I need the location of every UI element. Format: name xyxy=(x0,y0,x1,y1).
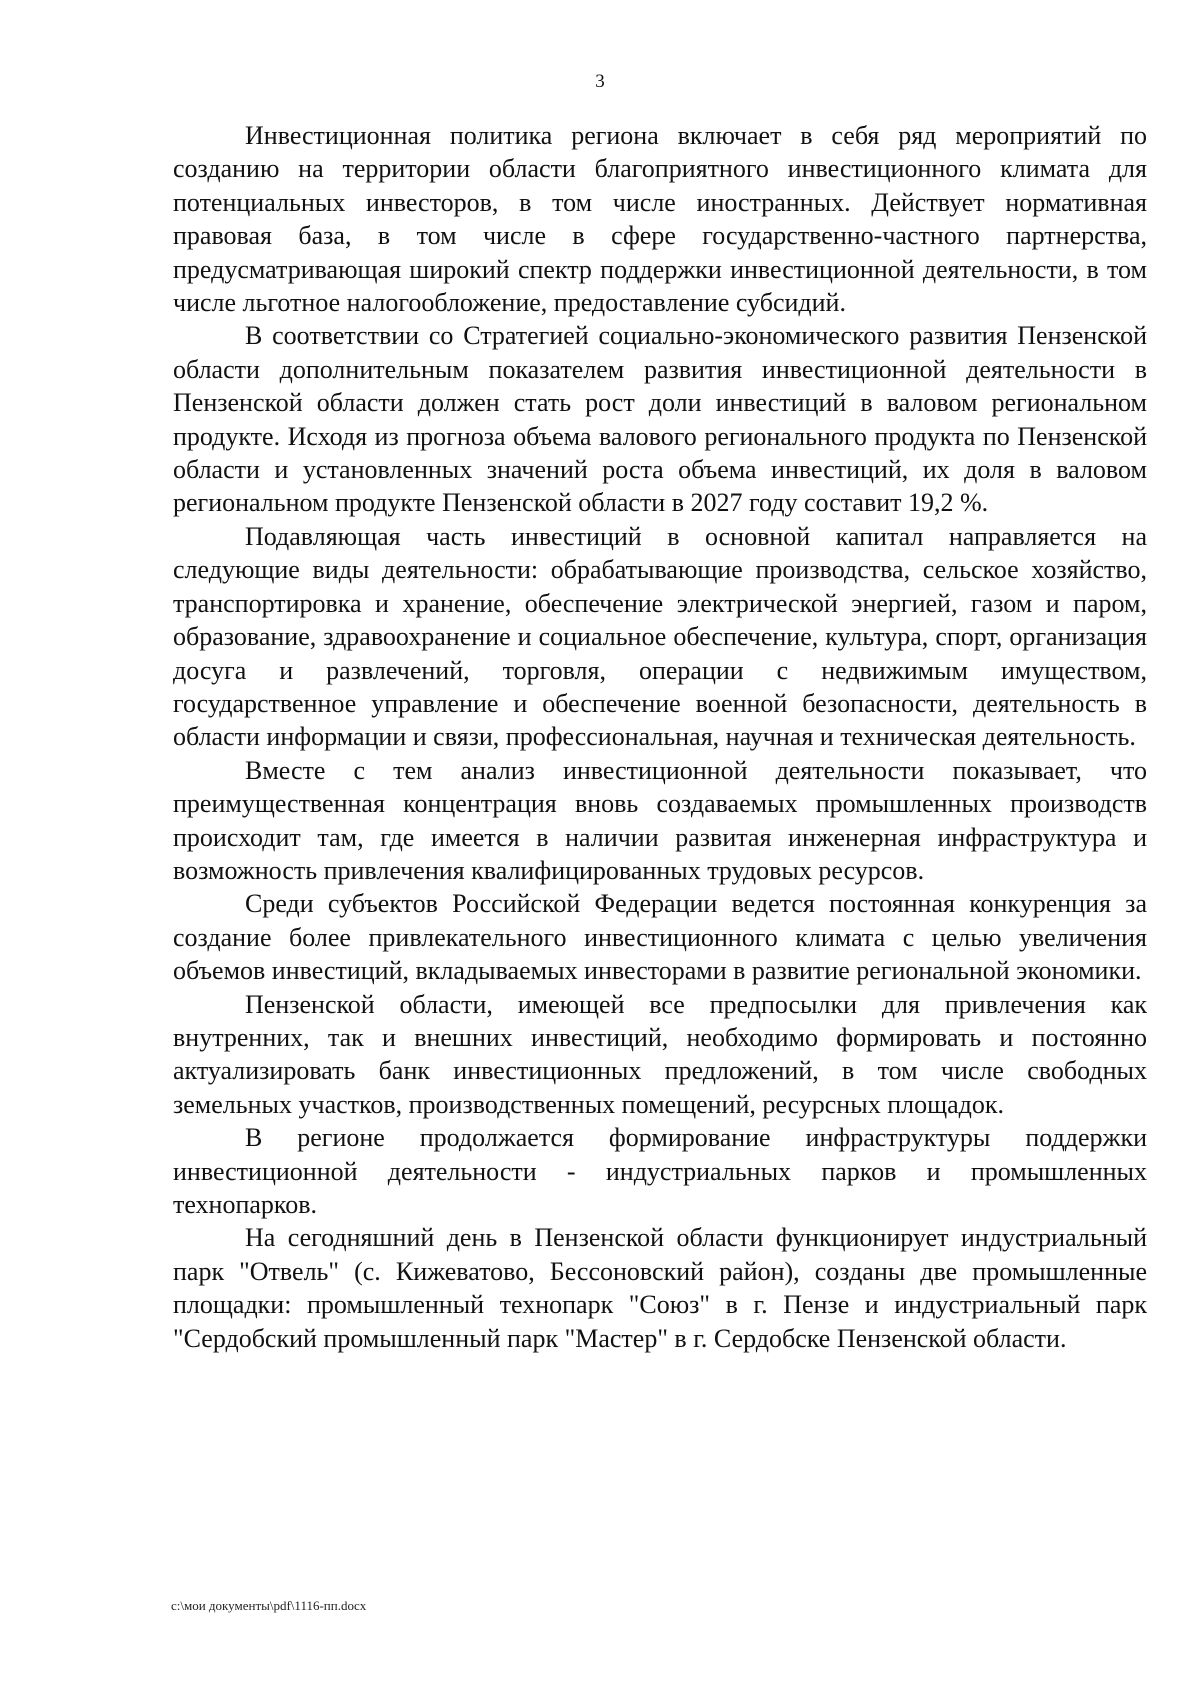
document-body xyxy=(173,119,1147,1355)
paragraph-investment-policy: Инвестиционная политика региона включает в себя ряд мероприятий по созданию на территории области благоприятного инвестиционного климата для потенциальных инвесторов, в том числе иностранных. Действует нормативная правовая база, в том числе в сфере государственно-частного партнерства, предусматривающая широкий спектр поддержки инвестиционной деятельности, в том числе льготное налогообложение, предоставление субсидий. xyxy=(173,121,1147,318)
paragraph-infrastructure: В регионе продолжается формирование инфраструктуры поддержки инвестиционной деятельности - индустриальных парков и промышленных технопарков. xyxy=(173,1123,1147,1219)
page-number: 3 xyxy=(595,71,605,92)
paragraph-investment-bank: Пензенской области, имеющей все предпосылки для привлечения как внутренних, так и внешних инвестиций, необходимо формировать и постоянно актуализировать банк инвестиционных предложений, в том числе свободных земельных участков, производственных помещений, ресурсных площадок. xyxy=(173,989,1147,1119)
paragraph-analysis: Вместе с тем анализ инвестиционной деятельности показывает, что преимущественная концентрация вновь создаваемых промышленных производств происходит там, где имеется в наличии развитая инженерная инфраструктура и возможность привлечения квалифицированных трудовых ресурсов. xyxy=(173,755,1147,885)
paragraph-investment-directions: Подавляющая часть инвестиций в основной капитал направляется на следующие виды деятельности: обрабатывающие производства, сельское хозяйство, транспортировка и хранение, обеспечение электрической энергией, газом и паром, образование, здравоохранение и социальное обеспечение, культура, спорт, организация досуга и развлечений, торговля, операции с недвижимым имуществом, государственное управление и обеспечение военной безопасности, деятельность в области информации и связи, профессиональная, научная и техническая деятельность. xyxy=(173,521,1147,752)
footer-file-path: c:\мои документы\pdf\1116-пп.docx xyxy=(171,1598,367,1613)
paragraph-industrial-parks: На сегодняшний день в Пензенской области функционирует индустриальный парк "Отвель" (с. Кижеватово, Бессоновский район), созданы две промышленные площадки: промышленный технопарк "Союз" в г. Пензе и индустриальный парк "Сердобский промышленный парк "Мастер" в г. Сердобске Пензенской области. xyxy=(173,1223,1147,1353)
paragraph-competition: Среди субъектов Российской Федерации ведется постоянная конкуренция за создание более привлекательного инвестиционного климата с целью увеличения объемов инвестиций, вкладываемых инвесторами в развитие региональной экономики. xyxy=(173,889,1147,986)
paragraph-strategy: В соответствии со Стратегией социально-экономического развития Пензенской области дополнительным показателем развития инвестиционной деятельности в Пензенской области должен стать рост доли инвестиций в валовом региональном продукте. Исходя из прогноза объема валового регионального продукта по Пензенской области и установленных значений роста объема инвестиций, их доля в валовом региональном продукте Пензенской области в 2027 году составит 19,2 %. xyxy=(173,321,1147,518)
